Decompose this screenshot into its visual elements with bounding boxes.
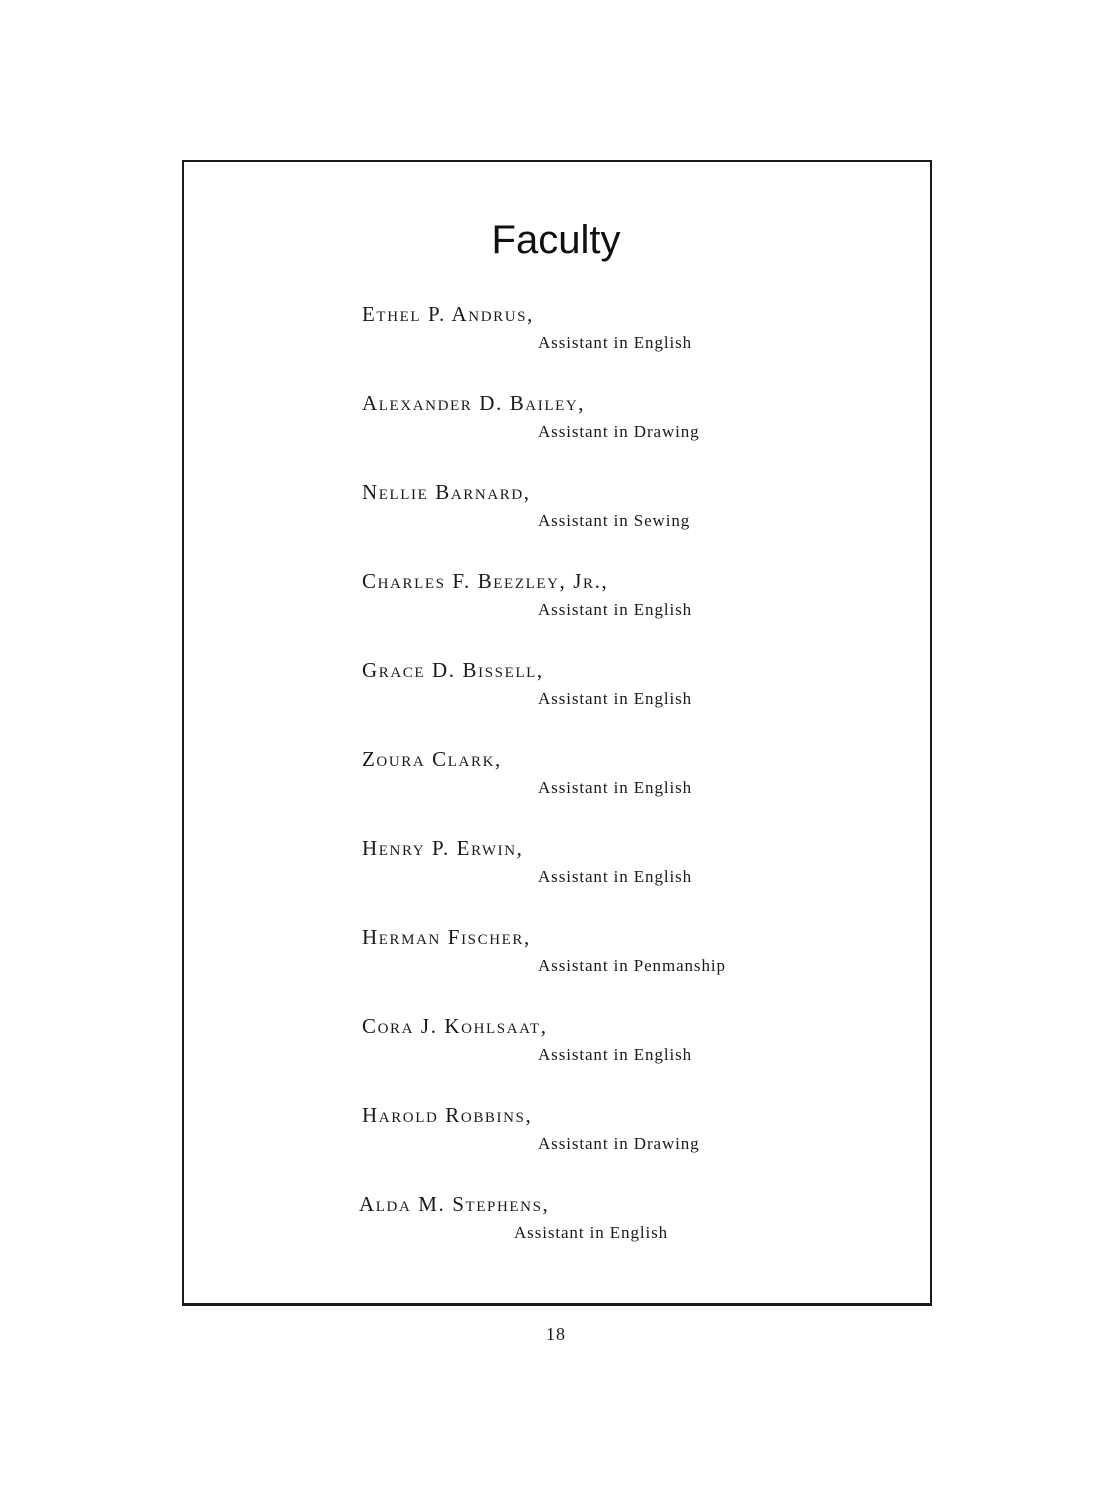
faculty-name: Grace D. Bissell,: [362, 658, 544, 682]
faculty-role: Assistant in English: [538, 1045, 693, 1064]
faculty-role: Assistant in English: [538, 600, 693, 619]
faculty-name: Herman Fischer,: [362, 925, 531, 949]
faculty-name: Harold Robbins,: [362, 1103, 533, 1127]
faculty-role: Assistant in English: [538, 333, 693, 352]
faculty-role: Assistant in English: [514, 1223, 669, 1242]
faculty-name: Cora J. Kohlsaat,: [362, 1014, 548, 1038]
faculty-entry: [362, 656, 882, 745]
faculty-role: Assistant in Sewing: [538, 511, 691, 530]
faculty-role: Assistant in English: [538, 778, 693, 797]
faculty-entry: [362, 1101, 882, 1190]
faculty-entry: [362, 1012, 882, 1101]
page-title: Faculty: [491, 218, 621, 262]
faculty-role: Assistant in Drawing: [538, 422, 700, 441]
faculty-name: Charles F. Beezley, Jr.,: [362, 569, 609, 593]
faculty-entry: [362, 745, 882, 834]
faculty-role: Assistant in English: [538, 867, 693, 886]
faculty-role: Assistant in English: [538, 689, 693, 708]
faculty-name: Ethel P. Andrus,: [362, 302, 534, 326]
faculty-role: Assistant in Penmanship: [538, 956, 726, 975]
faculty-entry: [362, 923, 882, 1012]
faculty-entry: [362, 834, 882, 923]
faculty-entry: [362, 567, 882, 656]
faculty-entry: [362, 389, 882, 478]
page-number: 18: [546, 1324, 566, 1344]
faculty-name: Zoura Clark,: [362, 747, 502, 771]
faculty-name: Henry P. Erwin,: [362, 836, 524, 860]
faculty-name: Alexander D. Bailey,: [362, 391, 586, 415]
faculty-name: Nellie Barnard,: [362, 480, 531, 504]
faculty-list: [359, 300, 882, 1279]
faculty-entry: [362, 300, 882, 389]
faculty-entry: [359, 1190, 882, 1279]
faculty-name: Alda M. Stephens,: [359, 1192, 550, 1216]
faculty-role: Assistant in Drawing: [538, 1134, 700, 1153]
faculty-entry: [362, 478, 882, 567]
